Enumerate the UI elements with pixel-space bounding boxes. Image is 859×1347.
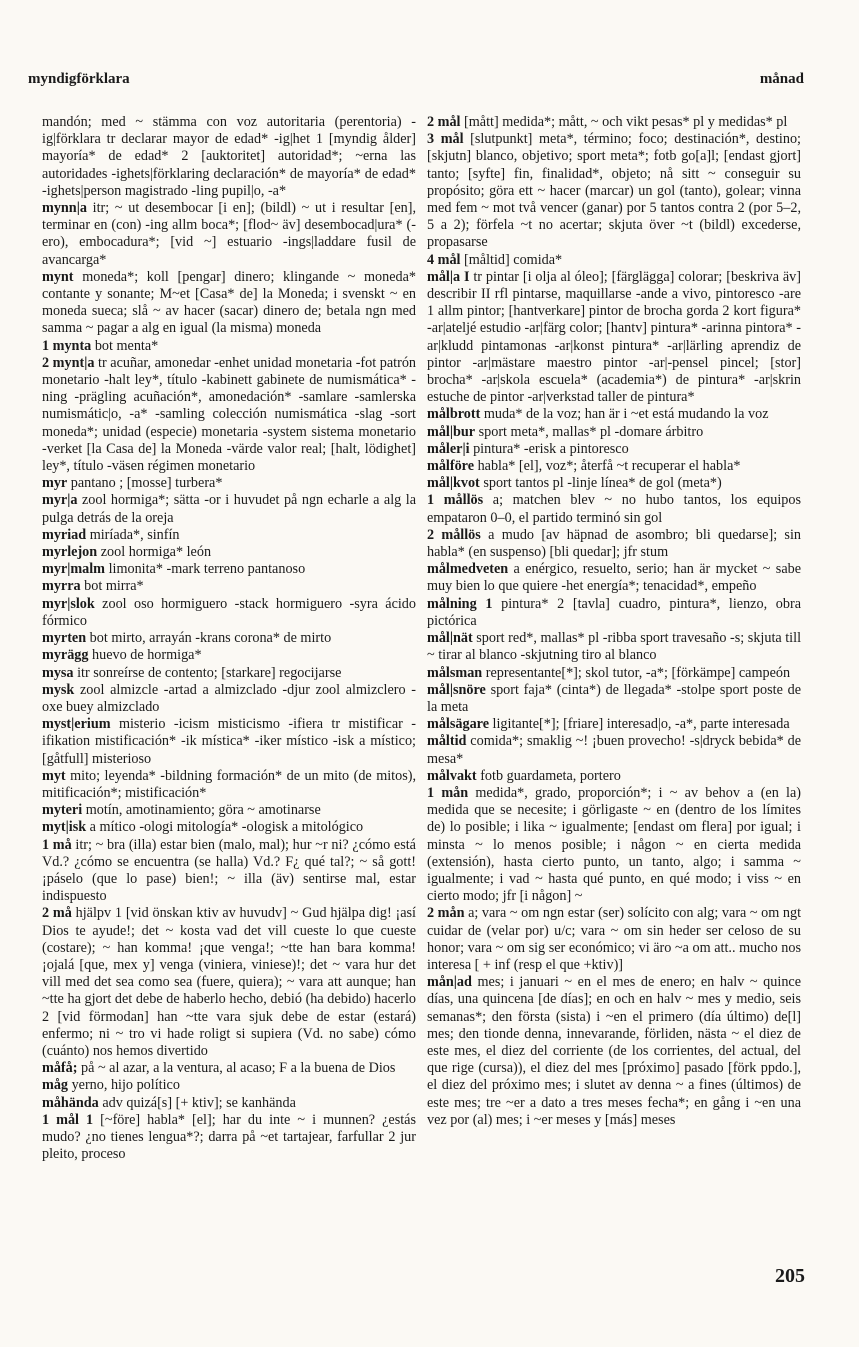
headword: 1 mynta [42, 337, 92, 354]
definition: pintura* -erisk a pintoresco [473, 440, 629, 457]
definition: limonita* -mark terreno pantanoso [108, 561, 306, 578]
right-column [427, 114, 801, 1274]
definition: hjälpv 1 [vid önskan ktiv av huvudv] ~ Gud hjälpa dig! ¡así Dios te ayude!; det ~ kosta vad det vill cueste lo que cueste (costare); ~ han komma! ¡que venga!; ~tte han bara komma! ¡ojalá [que, mex y] venga (viniera, viniese)!; det ~ vara hur det vill med det sea como sea (fuere, quiera); ~ vara att aunque; han ~tte ha gjort det debe de haberlo hecho, debió (ha debido) hacerlo 2 [vid förmodan] han ~tte vara sjuk debe de estar (estará) enfermo; ni ~ tro vi hade roligt si supiera (Vd. no sabe) cómo (cuánto) nos hemos divertido [42, 905, 416, 1059]
dictionary-entry [42, 596, 416, 630]
headword: målbrott [427, 406, 481, 423]
definition: [~före] habla* [el]; har du inte ~ i munnen? ¿estás mudo? ¿no tienes lengua*?; darra på ~et tartajear, farfullar 2 jur pleito, proceso [42, 1111, 416, 1163]
headword: mål|a I [427, 268, 470, 285]
definition: på ~ al azar, a la ventura, al acaso; F a la buena de Dios [81, 1060, 396, 1077]
headword: myr [42, 475, 68, 492]
dictionary-entry [42, 200, 416, 269]
headword: måltid [427, 733, 467, 750]
definition: huevo de hormiga* [92, 647, 202, 664]
headword: 1 må [42, 836, 72, 853]
headword: myriad [42, 526, 87, 543]
definition: habla* [el], voz*; återfå ~t recuperar el habla* [477, 458, 741, 475]
dictionary-entry [427, 269, 801, 407]
definition: a enérgico, resuelto, serio; han är mycket ~ sabe muy bien lo que quiere -het energía*; tenacidad*, empeño [427, 561, 801, 595]
headword: måfå; [42, 1060, 78, 1077]
definition: pantano ; [mosse] turbera* [70, 475, 223, 492]
dictionary-entry [427, 785, 801, 905]
headword: målvakt [427, 767, 477, 784]
headword: myt [42, 767, 66, 784]
definition: mandón; med ~ stämma con voz autoritaria (perentoria) -ig|förklara tr declarar mayor de edad* -ig|het 1 [myndig ålder] mayoría* de edad* 2 [auktoritet] autoridad*; ~erna las autoridades -ighets|förklaring declaración* de mayoría* de edad* -ighets|person magistrado -ling pupil|o, -a* [42, 114, 416, 199]
dictionary-entry [427, 905, 801, 974]
headword: myrägg [42, 647, 89, 664]
definition: itr; ~ bra (illa) estar bien (malo, mal); hur ~r ni? ¿cómo está Vd.? ¿cómo se encuentra (se halla) Vd.? F¿ qué tal?; ~ så gott! ¡páselo (que lo pase) bien!; ~ illa (äv) sentirse mal, estar indispuesto [42, 836, 416, 905]
definition: sport meta*, mallas* pl -domare árbitro [478, 423, 704, 440]
definition: adv quizá[s] [+ ktiv]; se kanhända [102, 1094, 296, 1111]
headword: myt|isk [42, 819, 87, 836]
dictionary-entry [427, 768, 801, 785]
headword: mån|ad [427, 974, 472, 991]
dictionary-entry [427, 406, 801, 423]
definition: zool almizcle -artad a almizclado -djur zool almizclero -oxe buey almizclado [42, 681, 416, 715]
definition: a; vara ~ om ngn estar (ser) solícito con alg; vara ~ om ngt cuidar de (velar por) u/c; vara ~ om sin heder ser celoso de su honor; vara ~ om sig ser económico; vi äro ~a om att.. mucho nos interesa [ + inf (resp el que +ktiv)] [427, 905, 801, 973]
dictionary-entry [42, 544, 416, 561]
dictionary-entry [427, 458, 801, 475]
definition: moneda*; koll [pengar] dinero; klingande ~ moneda* contante y sonante; M~et [Casa* de] la Moneda; i svenskt ~ en moneda sueca; slå ~ av hacer (sacar) dinero de; betala ngn med samma ~ pagar a alg en igual (la misma) moneda [42, 268, 416, 337]
headword: mynn|a [42, 200, 87, 217]
headword: 2 mån [427, 905, 465, 922]
dictionary-entry [427, 114, 801, 131]
dictionary-entry [42, 630, 416, 647]
headword: målsman [427, 664, 483, 681]
definition: zool hormiga*; sätta -or i huvudet på ngn echarle a alg la pulga detrás de la oreja [42, 492, 416, 526]
headword: myst|erium [42, 716, 111, 733]
definition: sport tantos pl -linje línea* de gol (meta*) [483, 475, 722, 492]
headword: myteri [42, 802, 83, 819]
definition: comida*; smaklig ~! ¡buen provecho! -s|dryck bebida* de mesa* [427, 733, 801, 767]
definition: motín, amotinamiento; göra ~ amotinarse [85, 802, 321, 819]
left-column [42, 114, 416, 1274]
dictionary-entry [427, 424, 801, 441]
definition: a mítico -ologi mitología* -ologisk a mitológico [89, 819, 364, 836]
definition: tr acuñar, amonedar -enhet unidad monetaria -fot patrón monetario -halt ley*, título -kabinett gabinete de numismática* -ning -prägling acuñación*, amonedación* -samlare -samlerska numismátic|o, -a* -samling colección numismática -slag -sort moneda*; unidad (especie) monetaria -system sistema monetario -verket [la Casa de] la Moneda -värde valor real; [halt, lödighet] ley*, título -väsen régimen monetario [42, 354, 416, 475]
headword: 1 mån [427, 784, 469, 801]
dictionary-entry [42, 527, 416, 544]
headword: måhända [42, 1094, 99, 1111]
dictionary-entry [427, 492, 801, 526]
dictionary-entry [427, 974, 801, 1129]
dictionary-entry [42, 1060, 416, 1077]
definition: sport faja* (cinta*) de llegada* -stolpe sport poste de la meta [427, 681, 801, 715]
definition: medida*, grado, proporción*; i ~ av behov a (en la) medida que se necesite; i görligaste ~ en (dentro de los límites de) lo posible; i lika ~ igualmente; [endast om flera] por igual; i minsta ~ lo menos posible; i någon ~ en cierta medida (extensión), hasta cierto punto, un tanto, algo; i samma ~ igualmente; i vad ~ hasta qué punto, en qué modo; i viss ~ en cierto modo; jfr [i någon] ~ [427, 784, 801, 905]
headword: myr|slok [42, 595, 95, 612]
definition: a mudo [av häpnad de asombro; bli quedarse]; sin habla* (en suspenso) [bli quedar]; jfr stum [427, 526, 801, 561]
definition: tr pintar [i olja al óleo]; [färglägga] colorar; [beskriva äv] describir II rfl pintarse, maquillarse -ande a vivo, pintoresco -are 1 allm pintor; [hantverkare] pintor de brocha gorda 2 kort figura* -ar|ateljé estudio -ar|färg color; [hantv] pintura* -arinna pintora* -ar|kludd pintamonas -ar|konst pintura* -ar|lärling aprendiz de pintor -ar|mästare maestro pintor -ar|-pensel pincel; [stor] brocha* -ar|skola escuela* (academia*) de pintura* -ar|skrin estuche de pintor -ar|verkstad taller de pintura* [427, 268, 801, 406]
definition: zool hormiga* león [100, 544, 212, 561]
dictionary-entry [42, 269, 416, 338]
headword: myrlejon [42, 544, 98, 561]
definition: ligitante[*]; [friare] interesad|o, -a*, parte interesada [492, 716, 790, 733]
dictionary-entry [42, 819, 416, 836]
headword: målföre [427, 458, 475, 475]
definition: bot menta* [94, 337, 159, 354]
definition: pintura* 2 [tavla] cuadro, pintura*, lienzo, obra pictórica [427, 595, 801, 629]
headword: 3 mål [427, 131, 464, 148]
headword: 2 mynt|a [42, 354, 95, 371]
headword: mysa [42, 664, 74, 681]
definition: miríada*, sinfín [89, 526, 180, 543]
headword: mål|snöre [427, 681, 486, 698]
headword: mynt [42, 268, 74, 285]
definition: a; matchen blev ~ no hubo tantos, los equipos empataron 0–0, el partido terminó sin gol [427, 492, 801, 526]
dictionary-entry [42, 114, 416, 200]
dictionary-entry [427, 596, 801, 630]
dictionary-entry [42, 1112, 416, 1164]
dictionary-entry [42, 647, 416, 664]
dictionary-entry [427, 682, 801, 716]
headword: 4 mål [427, 251, 461, 268]
definition: sport red*, mallas* pl -ribba sport travesaño -s; skjuta till ~ tirar al blanco -skjutning tiro al blanco [427, 630, 801, 664]
dictionary-entry [42, 1095, 416, 1112]
dictionary-entry [427, 252, 801, 269]
dictionary-entry [42, 475, 416, 492]
dictionary-entry [42, 355, 416, 475]
headword: myr|a [42, 492, 78, 509]
definition: fotb guardameta, portero [480, 767, 621, 784]
definition: [mått] medida*; mått, ~ och vikt pesas* pl y medidas* pl [464, 114, 788, 130]
dictionary-entry [427, 733, 801, 767]
definition: bot mirra* [84, 578, 144, 595]
definition: yerno, hijo político [71, 1077, 180, 1094]
dictionary-entry [42, 492, 416, 526]
headword: måler|i [427, 440, 470, 457]
dictionary-entry [42, 1077, 416, 1094]
headword: målsägare [427, 716, 489, 733]
dictionary-entry [427, 527, 801, 561]
headword: 2 mål [427, 114, 461, 130]
definition: itr; ~ ut desembocar [i en]; (bildl) ~ ut i resultar [en], terminar en (con) -ing allm boca*; [flod~ äv] desembocad|ura* (-ero), embocadura*; [vid ~] estuario -ings|laddare fusil de avancarga* [42, 200, 416, 268]
dictionary-entry [427, 561, 801, 595]
dictionary-entry [42, 578, 416, 595]
dictionary-entry [42, 768, 416, 802]
headword: mysk [42, 681, 75, 698]
definition: bot mirto, arrayán -krans corona* de mirto [89, 630, 332, 647]
dictionary-entry [427, 441, 801, 458]
running-head-right: månad [759, 71, 804, 87]
headword: mål|nät [427, 630, 473, 647]
headword: mål|kvot [427, 475, 480, 492]
headword: målning 1 [427, 595, 493, 612]
dictionary-entry [427, 630, 801, 664]
dictionary-entry [427, 665, 801, 682]
definition: muda* de la voz; han är i ~et está mudando la voz [483, 406, 769, 423]
headword: mål|bur [427, 423, 476, 440]
headword: 1 mållös [427, 492, 484, 509]
running-head-left: myndigförklara [28, 71, 130, 87]
headword: 2 mållös [427, 526, 481, 543]
dictionary-entry [427, 131, 801, 251]
dictionary-entry [427, 475, 801, 492]
headword: myr|malm [42, 561, 106, 578]
dictionary-entry [42, 561, 416, 578]
headword: måg [42, 1077, 69, 1094]
headword: 1 mål 1 [42, 1111, 94, 1128]
dictionary-entry [427, 716, 801, 733]
definition: itr sonreírse de contento; [starkare] regocijarse [77, 664, 342, 681]
definition: [slutpunkt] meta*, término; foco; destinación*, destino; [skjutn] blanco, objetivo; sport meta*; fotb go[a]l; [endast gjort] tanto; [syfte] fin, finalidad*, objeto; nå sitt ~ conseguir su propósito; göra ett ~ hacer (marcar) un gol (tanto), golear; vinna med fem ~ mot två vencer (ganar) por 5 tantos contra 2 (por 5–2, 5 a 2); förfela ~t no acertar; skjuta över ~t (bildl) excederse, propasarse [427, 131, 801, 251]
dictionary-entry [42, 338, 416, 355]
headword: myrra [42, 578, 81, 595]
definition: mito; leyenda* -bildning formación* de un mito (de mitos), mitificación*; mistificación* [42, 767, 416, 801]
dictionary-entry [42, 837, 416, 906]
headword: 2 må [42, 905, 72, 922]
definition: [måltid] comida* [464, 251, 563, 268]
dictionary-entry [42, 905, 416, 1060]
dictionary-entry [42, 665, 416, 682]
page-number: 205 [775, 1265, 805, 1287]
definition: mes; i januari ~ en el mes de enero; en halv ~ quince días, una quincena [de días]; en och en halv ~ mes y medio, seis semanas*; den första (sista) i ~en el primero (día último) de[l] mes; den tionde denna, innevarande, förliden, nästa ~ el diez de este mes, el diez del corriente (de los corrientes, del actual, del que rige (cursa)), el diez del mes [próximo] pasado [förk ppdo.], el diez del próximo mes; i slutet av denna ~ a fines (últimos) de este mes; tre ~er a dato a tres meses fecha*; en gång i ~en una vez por (al) mes; i ~er meses y [más] meses [427, 974, 801, 1128]
headword: målmedveten [427, 561, 509, 578]
headword: myrten [42, 630, 87, 647]
dictionary-entry [42, 716, 416, 768]
definition: zool oso hormiguero -stack hormiguero -syra ácido fórmico [42, 595, 416, 629]
dictionary-entry [42, 682, 416, 716]
definition: representante[*]; skol tutor, -a*; [förkämpe] campeón [485, 664, 791, 681]
dictionary-entry [42, 802, 416, 819]
definition: misterio -icism misticismo -ifiera tr mistificar -ifikation mistificación* -ik mística* -iker místico -isk a místico; [gåtfull] misterioso [42, 716, 416, 767]
